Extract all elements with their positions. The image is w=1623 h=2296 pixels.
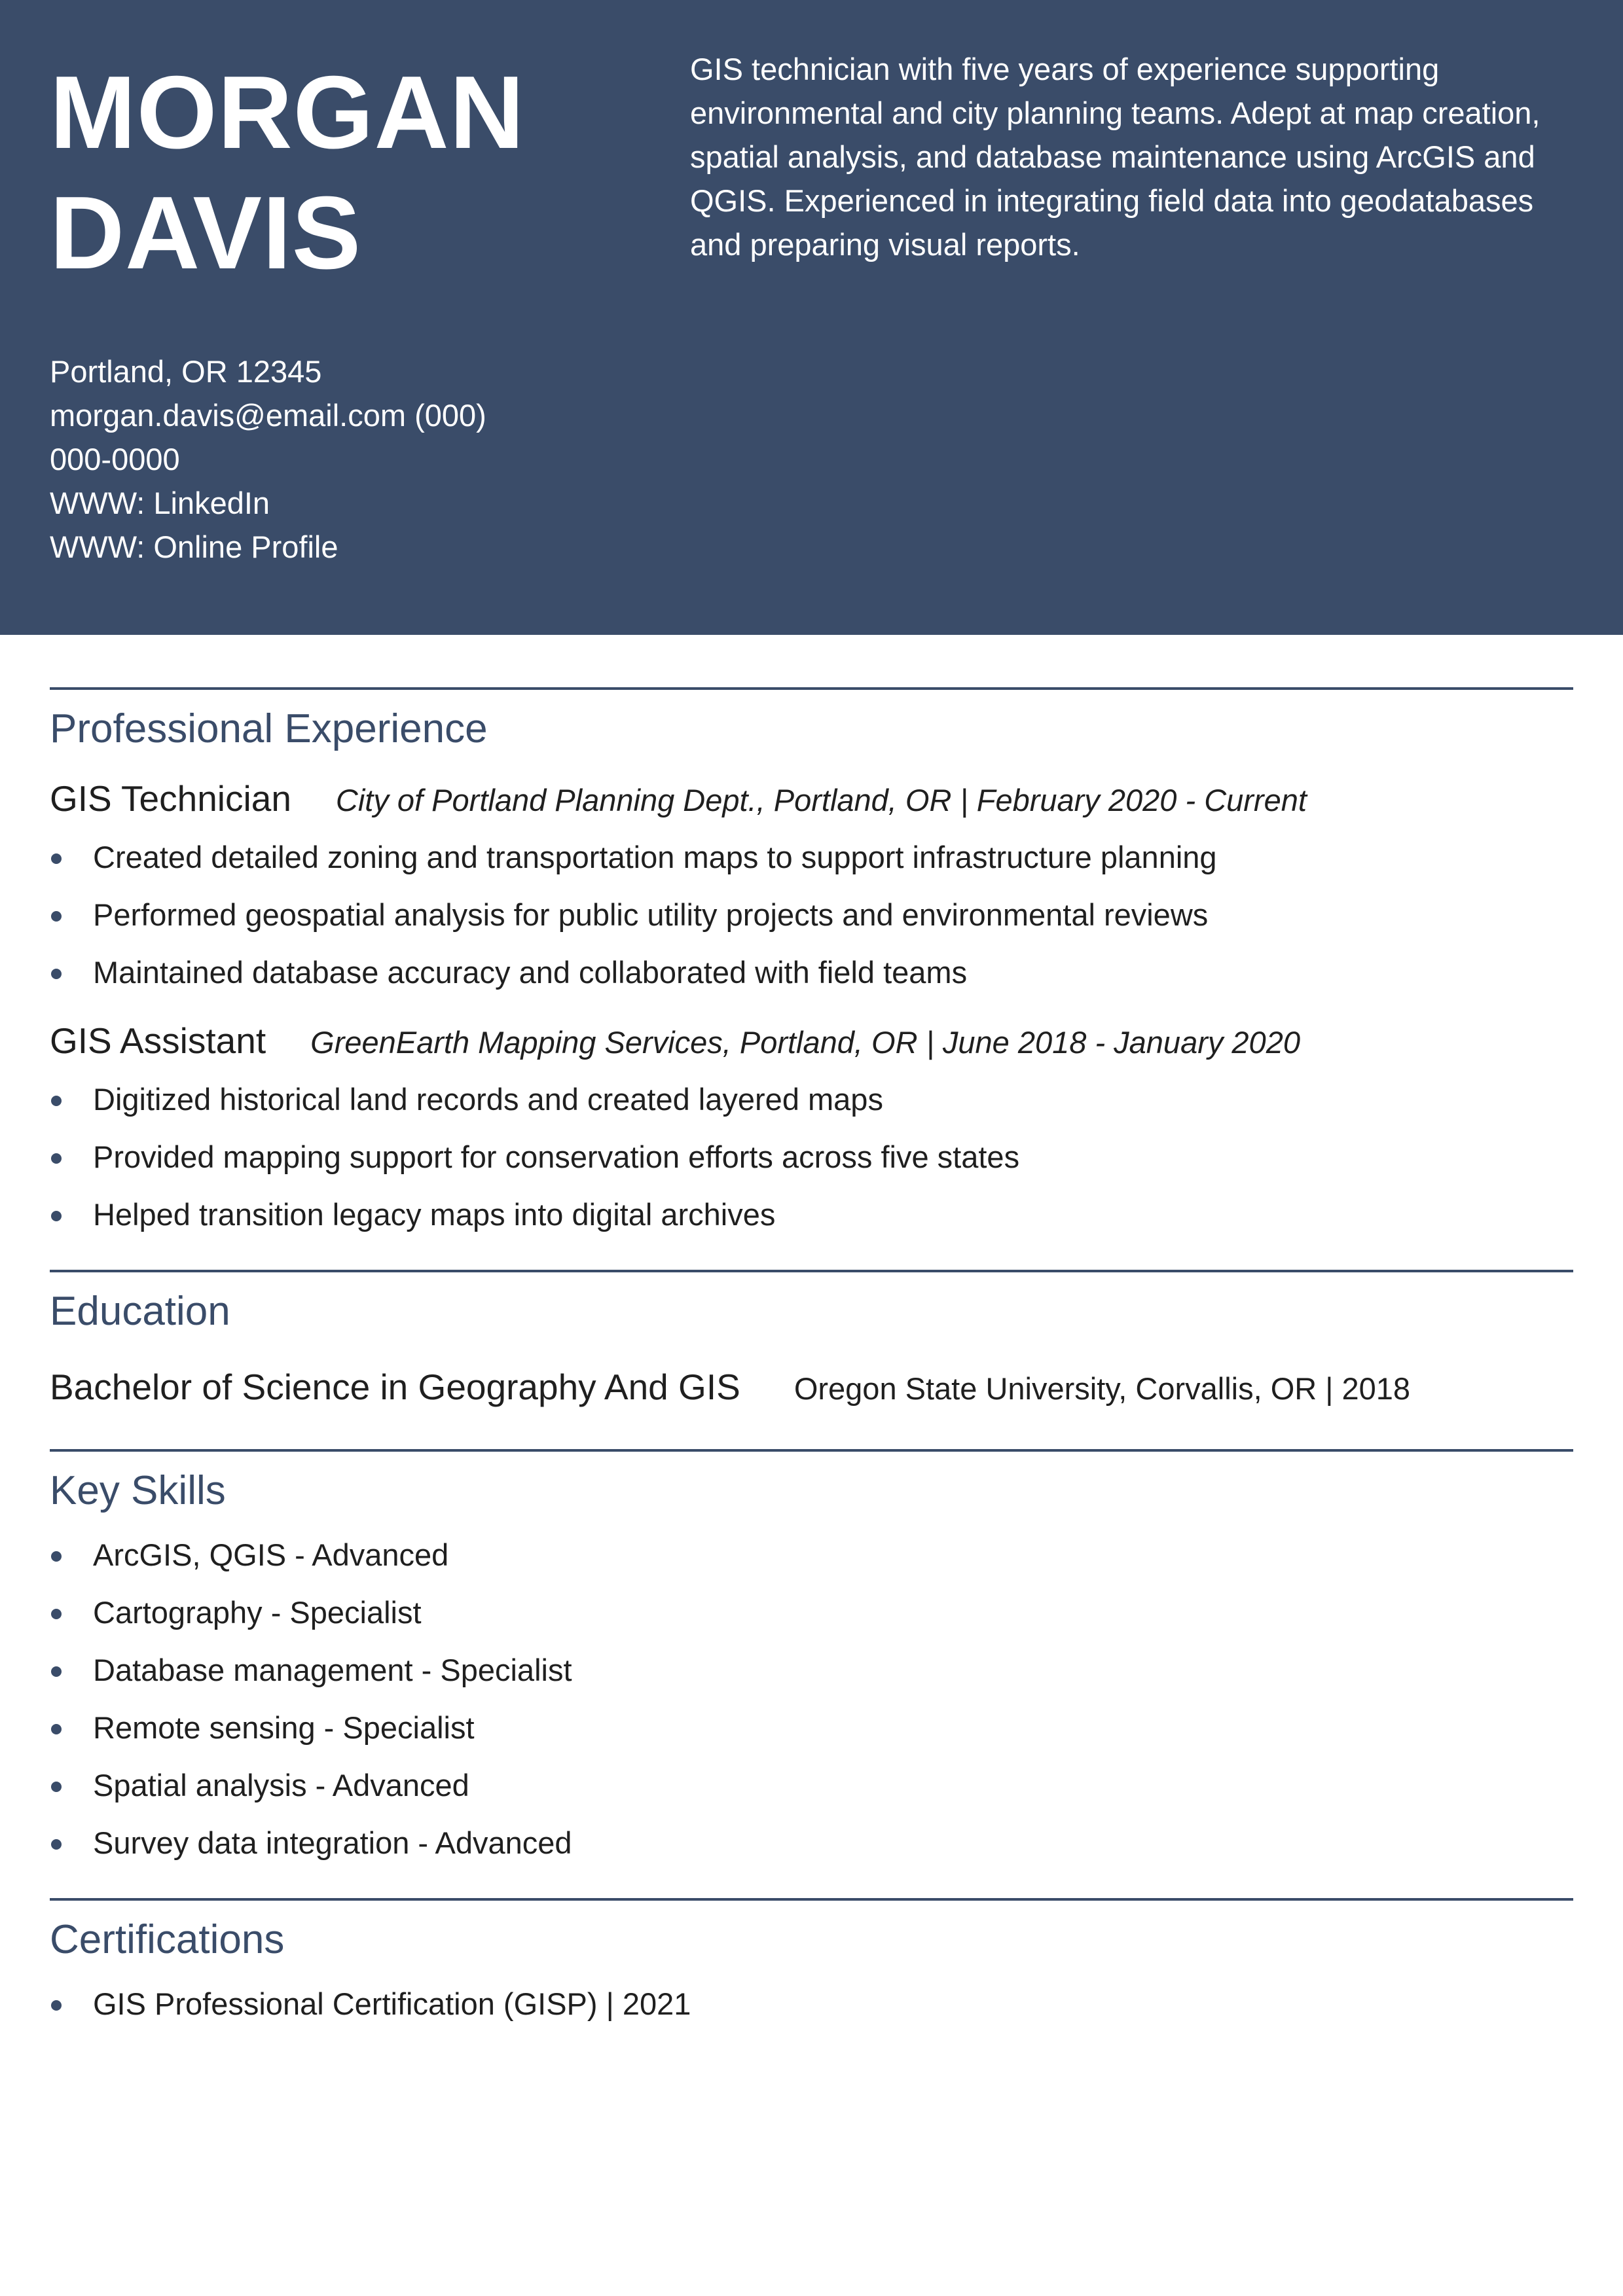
- list-item: Cartography - Specialist: [50, 1584, 1573, 1641]
- job-meta: [336, 782, 1307, 818]
- contact-phone-cont: 000-0000: [50, 442, 180, 476]
- contact-profile-link[interactable]: WWW: Online Profile: [50, 529, 338, 564]
- section-title-experience: Professional Experience: [50, 706, 488, 751]
- resume-body: [50, 687, 1573, 2033]
- list-item: Performed geospatial analysis for public utility projects and environmental reviews: [50, 886, 1573, 944]
- job-company: City of Portland Planning Dept.: [335, 783, 757, 817]
- list-item: ArcGIS, QGIS - Advanced: [50, 1526, 1573, 1584]
- list-item: Spatial analysis - Advanced: [50, 1757, 1573, 1814]
- contact-linkedin-link[interactable]: WWW: LinkedIn: [50, 486, 270, 520]
- list-item: Helped transition legacy maps into digital archives: [50, 1186, 1573, 1244]
- education-entry: [50, 1357, 1573, 1416]
- contact-email-phone: morgan.davis@email.com (000): [50, 398, 486, 433]
- job-company: GreenEarth Mapping Services: [310, 1025, 723, 1060]
- job-header: [50, 772, 1573, 825]
- job-header: [50, 1014, 1573, 1067]
- job-location-dates: , Portland, OR | June 2018 - January 2020: [722, 1025, 1300, 1060]
- job-bullets: [50, 829, 1573, 1001]
- list-item: Database management - Specialist: [50, 1641, 1573, 1699]
- list-item: Created detailed zoning and transportation maps to support infrastructure planning: [50, 829, 1573, 886]
- education-degree: Bachelor of Science in Geography And GIS: [50, 1367, 740, 1407]
- list-item: GIS Professional Certification (GISP) | 2021: [50, 1975, 1573, 2033]
- certifications-section: [50, 1898, 1573, 2033]
- contact-info: [50, 350, 521, 569]
- list-item: Remote sensing - Specialist: [50, 1699, 1573, 1757]
- job-meta: [310, 1024, 1300, 1060]
- certifications-list: [50, 1975, 1573, 2033]
- job-title: GIS Technician: [50, 778, 291, 819]
- education-school: Oregon State University, Corvallis, OR | 2018: [793, 1371, 1411, 1406]
- section-title-education: Education: [50, 1289, 230, 1334]
- candidate-name: [50, 52, 639, 293]
- list-item: Digitized historical land records and created layered maps: [50, 1071, 1573, 1128]
- resume-header: [0, 0, 1623, 635]
- section-title-skills: Key Skills: [50, 1468, 226, 1513]
- list-item: Maintained database accuracy and collaborated with field teams: [50, 944, 1573, 1001]
- list-item: Survey data integration - Advanced: [50, 1814, 1573, 1872]
- skills-section: [50, 1449, 1573, 1872]
- job-bullets: [50, 1071, 1573, 1244]
- job-title: GIS Assistant: [50, 1020, 266, 1061]
- professional-summary: GIS technician with five years of experience supporting environmental and city planning teams. Adept at map creation, spatial analysis, and database maintenance using ArcGIS and QGIS. Experienced in integrating field data into geodatabases and preparing visual reports.: [690, 52, 1541, 262]
- skills-list: [50, 1526, 1573, 1872]
- list-item: Provided mapping support for conservation efforts across five states: [50, 1128, 1573, 1186]
- section-title-certifications: Certifications: [50, 1917, 285, 1962]
- education-section: [50, 1270, 1573, 1416]
- experience-section: [50, 687, 1573, 1244]
- job-location-dates: , Portland, OR | February 2020 - Current: [756, 783, 1307, 817]
- name-first: MORGAN: [50, 55, 525, 170]
- name-last: DAVIS: [50, 175, 362, 291]
- contact-address: Portland, OR 12345: [50, 354, 322, 389]
